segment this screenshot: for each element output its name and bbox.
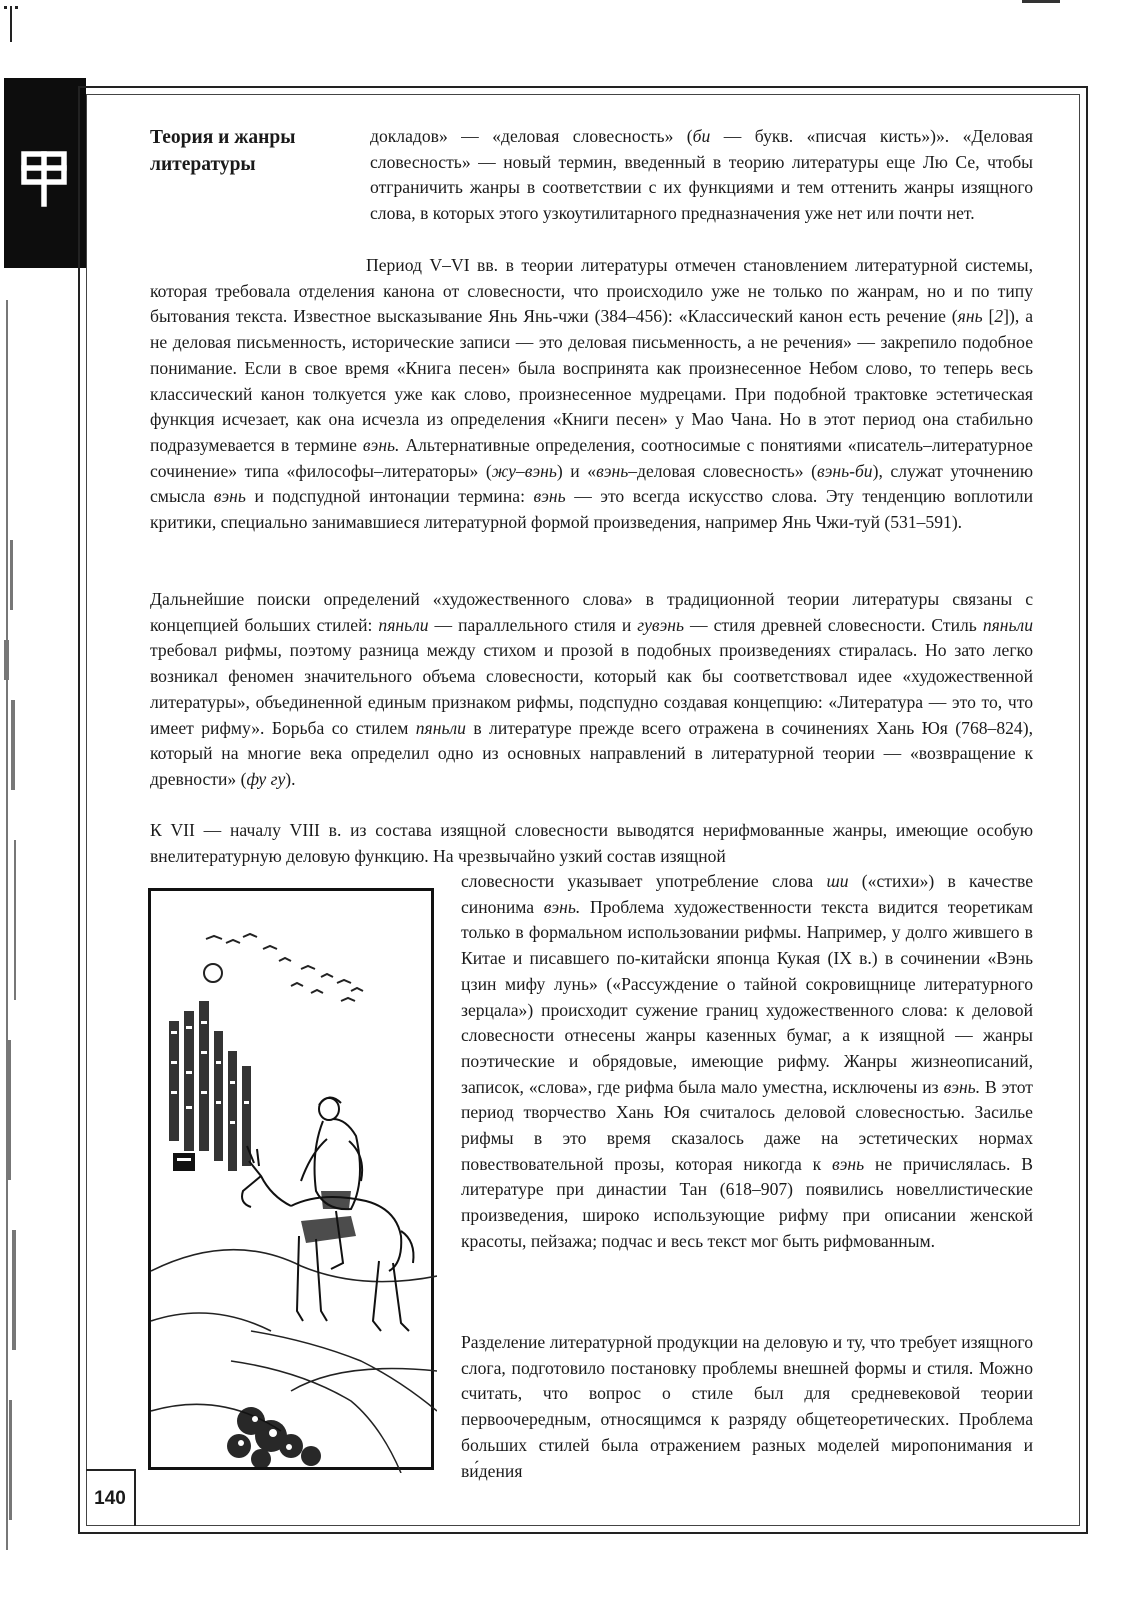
page-number-box [86, 1469, 136, 1526]
page-number: 140 [94, 1487, 126, 1509]
text-run: Альтернативные определения, соотносимые с понятиями «писатель–литературное сочинение» типа «философы–литераторы» ( [150, 434, 1033, 481]
text-run: докладов» — «деловая словесность» ( [370, 126, 693, 146]
italic-term: вэнь. [943, 1076, 981, 1097]
text-run: — букв. «писчая кисть»)». «Деловая словесность» — новый термин, введенный в теорию литературы еще Лю Се, чтобы отграничить жанры в соответствии с их функциями и тем оттенить жанры изящного слова, в которых этого узкоутилитарного предназначения уже нет или почти нет. [370, 126, 1033, 224]
italic-term: пяньли [415, 717, 466, 738]
text-run: ) и « [556, 460, 597, 481]
text-run: –деловая словесность» ( [628, 460, 817, 481]
text-run: [ [982, 306, 995, 327]
italic-term: вэнь-би [816, 460, 873, 481]
illustration [148, 888, 434, 1470]
section-heading: Теория и жанры литературы [150, 127, 296, 175]
text-run: требовал рифмы, поэтому разница между стихом и прозой в подобных произведениях стиралась. Но зато легко возникал феномен значительного объема словесности, который как бы соответствовал идее «художественной литературы», объединенной единым признаком рифмы, подспудно создавая концепцию: «Литература — это то, что имеет рифму». Борьба со стилем [150, 640, 1033, 738]
section-glyph-icon [18, 148, 70, 208]
text-run: К VII — началу VIII в. из состава изящной словесности выводятся нерифмованные жанры, имеющие особую внелитературную деловую функцию. На чрезвычайно узкий состав изящной [150, 820, 1033, 866]
paragraph-3 [150, 587, 1033, 793]
scan-artifact-line [1022, 0, 1060, 3]
italic-term: вэнь [533, 486, 566, 507]
italic-term: гувэнь [637, 614, 685, 635]
text-run: ), служат уточнению смысла [150, 460, 1033, 507]
paragraph-5 [461, 869, 1033, 1255]
text-run: Разделение литературной продукции на деловую и ту, что требует изящного слога, подготовило постановку проблемы внешней формы и стиля. Можно считать, что вопрос о стиле был для средневековой теории первоочередным, относящимся к разряду общетеоретических. Проблема больших стилей была отражением разных моделей миропонимания и ви́дения [461, 1332, 1033, 1481]
text-run: В этот период творчество Хань Юя считалось деловой словесностью. Засилье рифмы в это время сказалось даже на эстетических нормах повествовательной прозы, которая никогда к [461, 1076, 1033, 1174]
section-tab [4, 78, 86, 268]
italic-term: вэнь [213, 486, 246, 507]
italic-term: янь [957, 306, 983, 327]
paragraph-2 [150, 253, 1033, 536]
text-run: — это всегда искусство слова. Эту тенденцию воплотили критики, специально занимавшиеся литературной формой произведения, например Янь Чжи-туй (531–591). [150, 486, 1033, 533]
text-run: («стихи») в качестве синонима [461, 871, 1033, 917]
italic-term: пяньли [982, 614, 1033, 635]
italic-term: фу гу [246, 768, 286, 789]
italic-term: би [692, 126, 711, 146]
paragraph-6 [461, 1330, 1033, 1484]
rider-on-donkey-drawing [151, 891, 437, 1473]
italic-term: жу–вэнь [491, 460, 557, 481]
italic-term: ши [826, 871, 849, 891]
italic-term: 2 [994, 306, 1004, 327]
text-run: не причислялась. В литературе при династии Тан (618–907) появились новеллистические произведения, широко использующие рифму при описании женской красоты, пейзажа; подчас и весь текст мог быть рифмованным. [461, 1153, 1033, 1251]
italic-term: вэнь. [543, 896, 581, 917]
italic-term: вэнь [596, 460, 629, 481]
text-run: — параллельного стиля и [428, 614, 638, 635]
italic-term: пяньли [378, 614, 429, 635]
paragraph-4 [150, 818, 1033, 869]
text-run: ]), а не деловая письменность, исторические записи — это деловая письменность, а не речения» — закрепило подобное понимание. Если в свое время «Книга песен» была воспринята как произнесенное Небом слово, то теперь весь классический канон толкуется уже как слово, произнесенное мудрецами. При подобной трактовке эстетическая функция исчезает, как она исчезла из определения «Книги песен» у Мао Чана. Но в этот период она стабильно подразумевается в термине [150, 306, 1033, 455]
italic-term: вэнь. [362, 434, 400, 455]
text-run: Период V–VI вв. в теории литературы отмечен становлением литературной системы, которая требовала отделения канона от словесности, что происходило уже не только по жанрам, но и по типу бытования текста. Известное высказывание Янь Янь-чжи (384–456): «Классический канон есть речение ( [150, 255, 1033, 327]
text-run: и подспудной интонации термина: [245, 486, 534, 507]
text-run: в литературе прежде всего отражена в сочинениях Хань Юя (768–824), который на многие века определил одно из основных направлений в литературной теории — «возвращение к древности» ( [150, 717, 1033, 789]
text-run: словесности указывает употребление слова [461, 871, 827, 891]
text-run: Дальнейшие поиски определений «художественного слова» в традиционной теории литературы связаны с концепцией больших стилей: [150, 589, 1033, 635]
italic-term: вэнь [831, 1153, 865, 1174]
text-run: — стиля древней словесности. Стиль [684, 614, 983, 635]
paragraph-1 [370, 124, 1033, 227]
text-run: ). [285, 768, 296, 789]
text-run: Проблема художественности текста видится теоретикам только в формальном использовании рифмы. Например, у долго жившего в Китае и писавшего по-китайски японца Кукая (IX в.) в сочинении «Вэнь цзин мифу лунь» («Рассуждение о тайной сокровищнице литературного зерцала») происходит сужение границ художественного слова: к деловой словесности отнесены жанры казенных бумаг, а к изящной — жанры поэтические и обрядовые, имеющие рифму. Жанры жизнеописаний, записок, «слова», где рифма была мало уместна, исключены из [461, 896, 1033, 1097]
